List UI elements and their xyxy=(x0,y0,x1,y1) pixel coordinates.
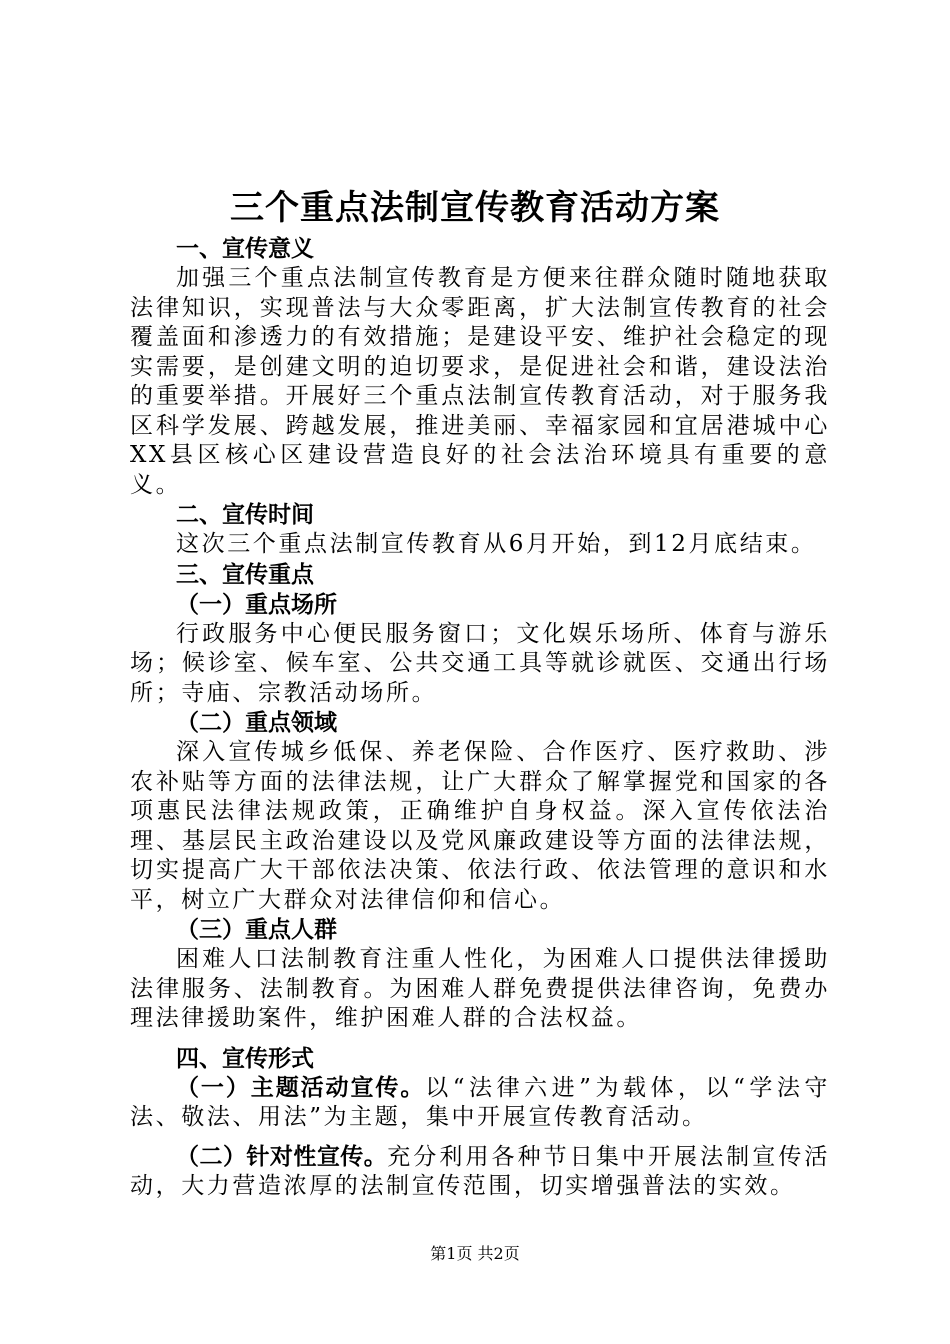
page-footer: 第1页 共2页 xyxy=(430,1244,520,1263)
subsection-heading-places: （一）重点场所 xyxy=(176,591,337,618)
document-body xyxy=(130,234,830,1202)
form-item-targeted-lead: （二）针对性宣传。 xyxy=(176,1143,388,1170)
section-heading-significance: 一、宣传意义 xyxy=(176,236,314,262)
section-text-significance: 加强三个重点法制宣传教育是方便来往群众随时随地获取法律知识，实现普法与大众零距离，扩大法制宣传教育的社会覆盖面和渗透力的有效措施；是建设平安、维护社会稳定的现实需要，是创建文明的迫切要求，是促进社会和谐，建设法治的重要举措。开展好三个重点法制宣传教育活动，对于服务我区科学发展、跨越发展，推进美丽、幸福家园和宜居港城中心XX县区核心区建设营造良好的社会法治环境具有重要的意义。 xyxy=(130,265,830,498)
form-item-targeted xyxy=(130,1143,830,1202)
form-item-theme-text: 以“法律六进”为载体，以“学法守法、敬法、用法”为主题，集中开展宣传教育活动。 xyxy=(130,1074,830,1130)
section-heading-forms: 四、宣传形式 xyxy=(176,1045,314,1072)
section-heading-time: 二、宣传时间 xyxy=(176,502,314,528)
subsection-text-places: 行政服务中心便民服务窗口；文化娱乐场所、体育与游乐场；候诊室、候车室、公共交通工具等就诊就医、交通出行场所；寺庙、宗教活动场所。 xyxy=(130,620,830,706)
form-item-targeted-text: 充分利用各种节日集中开展法制宣传活动，大力营造浓厚的法制宣传范围，切实增强普法的实效。 xyxy=(130,1143,830,1199)
section-text-time: 这次三个重点法制宣传教育从6月开始，到12月底结束。 xyxy=(176,531,817,557)
document-title: 三个重点法制宣传教育活动方案 xyxy=(230,188,720,228)
form-item-theme xyxy=(130,1074,830,1133)
subsection-text-groups: 困难人口法制教育注重人性化，为困难人口提供法律援助法律服务、法制教育。为困难人群免费提供法律咨询，免费办理法律援助案件，维护困难人群的合法权益。 xyxy=(130,946,830,1031)
subsection-heading-fields: （二）重点领域 xyxy=(176,710,337,736)
section-heading-focus: 三、宣传重点 xyxy=(176,561,314,588)
subsection-text-fields: 深入宣传城乡低保、养老保险、合作医疗、医疗救助、涉农补贴等方面的法律法规，让广大群众了解掌握党和国家的各项惠民法律法规政策，正确维护自身权益。深入宣传依法治理、基层民主政治建设以及党风廉政建设等方面的法律法规，切实提高广大干部依法决策、依法行政、依法管理的意识和水平，树立广大群众对法律信仰和信心。 xyxy=(130,739,830,913)
subsection-heading-groups: （三）重点人群 xyxy=(176,917,337,943)
form-item-theme-lead: （一）主题活动宣传。 xyxy=(176,1074,426,1101)
